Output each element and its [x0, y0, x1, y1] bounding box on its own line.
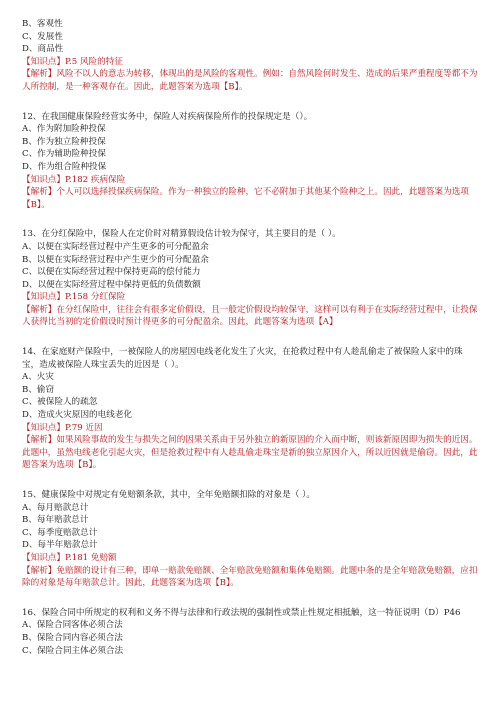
knowledge-point: 【知识点】P.182 疾病保险	[22, 174, 126, 185]
option-c: C、发展性	[22, 31, 63, 42]
option-d: D、每半年赔款总计	[22, 540, 98, 551]
question-13	[22, 228, 478, 329]
option-b: B、以便在实际经营过程中产生更少的可分配盈余	[22, 254, 209, 265]
question-11-continued	[22, 18, 478, 94]
knowledge-point: 【知识点】P.79 近因	[22, 422, 103, 433]
question-title: 14、在家庭财产保险中，一被保险人的房屋因电线老化发生了火灾，在抢救过程中有人趁乱偷走了被保险人家中的珠宝，造成被保险人珠宝丢失的近因是（ ）。	[22, 347, 463, 370]
option-b: B、作为独立险种投保	[22, 136, 106, 147]
option-b: B、客观性	[22, 19, 63, 29]
option-d: D、造成火灾原因的电线老化	[22, 410, 133, 421]
option-c: C、以便在实际经营过程中保持更高的偿付能力	[22, 267, 201, 278]
question-title: 15、健康保险中对规定有免赔额条款，其中，全年免赔额扣除的对象是（ ）。	[22, 490, 315, 500]
option-a: A、火灾	[22, 372, 54, 383]
option-d: D、商品性	[22, 44, 64, 55]
analysis: 【解析】在分红保险中，往往会有很多定价假设，且一般定价假设均较保守，这样可以有利于在实际经营过程中，让投保人获得比当初的定价假设时预计得更多的可分配盈余。因此，此题答案为选项【A】	[22, 304, 478, 328]
option-a: A、保险合同客体必须合法	[22, 620, 123, 631]
option-c: C、被保险人的疏忽	[22, 397, 98, 408]
question-title: 12、在我国健康保险经营实务中，保险人对疾病保险所作的投保规定是（）。	[22, 111, 313, 122]
analysis: 【解析】如果风险事故的发生与损失之间的因果关系由于另外独立的新原因的介入而中断，则该新原因即为损失的近因。此题中，虽然电线老化引起火灾，但是抢救过程中有人趁乱偷走珠宝是新的独立原因介入，所以近因就是偷窃。因此，此题答案为选项【B】。	[22, 435, 478, 471]
option-b: B、保险合同内容必须合法	[22, 632, 123, 643]
analysis: 【解析】风险不以人的意志为转移，体现出的是风险的客观性。例如：自然风险何时发生、造成的后果严重程度等都不为人所控制，是一种客观存在。因此，此题答案为选项【B】。	[22, 69, 478, 92]
option-d: D、以便在实际经营过程中保持更低的负债数额	[22, 279, 201, 290]
option-a: A、以便在实际经营过程中产生更多的可分配盈余	[22, 241, 209, 252]
question-12	[22, 111, 478, 212]
option-b: B、每年赔款总计	[22, 515, 89, 526]
analysis: 【解析】个人可以选择投保疾病保险。作为一种独立的险种，它不必附加于其他某个险种之上。因此，此题答案为选项【B】。	[22, 187, 469, 210]
knowledge-point: 【知识点】P.5 风险的特征	[22, 56, 123, 67]
question-title: 16、保险合同中所规定的权利和义务不得与法律和行政法规的强制性或禁止性规定相抵触，这一特征说明（D）P46	[22, 607, 461, 618]
knowledge-point: 【知识点】P.181 免赔额	[22, 552, 117, 563]
option-b: B、偷窃	[22, 384, 55, 395]
option-c: C、作为辅助险种投保	[22, 149, 106, 160]
question-16	[22, 607, 478, 657]
question-14	[22, 346, 478, 472]
option-a: A、作为附加险种投保	[22, 124, 106, 135]
option-a: A、每月赔款总计	[22, 502, 89, 513]
question-15	[22, 489, 478, 590]
option-d: D、作为组合险种投保	[22, 161, 107, 172]
knowledge-point: 【知识点】P.158 分红保险	[22, 292, 126, 303]
document-page	[22, 18, 478, 657]
analysis: 【解析】免赔额的设计有三种，即单一赔款免赔额、全年赔款免赔额和集体免赔额。此题中条的是全年赔款免赔额，应扣除的对象是每年赔款总计。因此，此题答案为选项【B】。	[22, 565, 478, 589]
option-c: C、每季度赔款总计	[22, 527, 98, 538]
question-title: 13、在分红保险中，保险人在定价时对精算假设估计较为保守，其主要目的是（ ）。	[22, 229, 341, 240]
option-c: C、保险合同主体必须合法	[22, 645, 124, 656]
